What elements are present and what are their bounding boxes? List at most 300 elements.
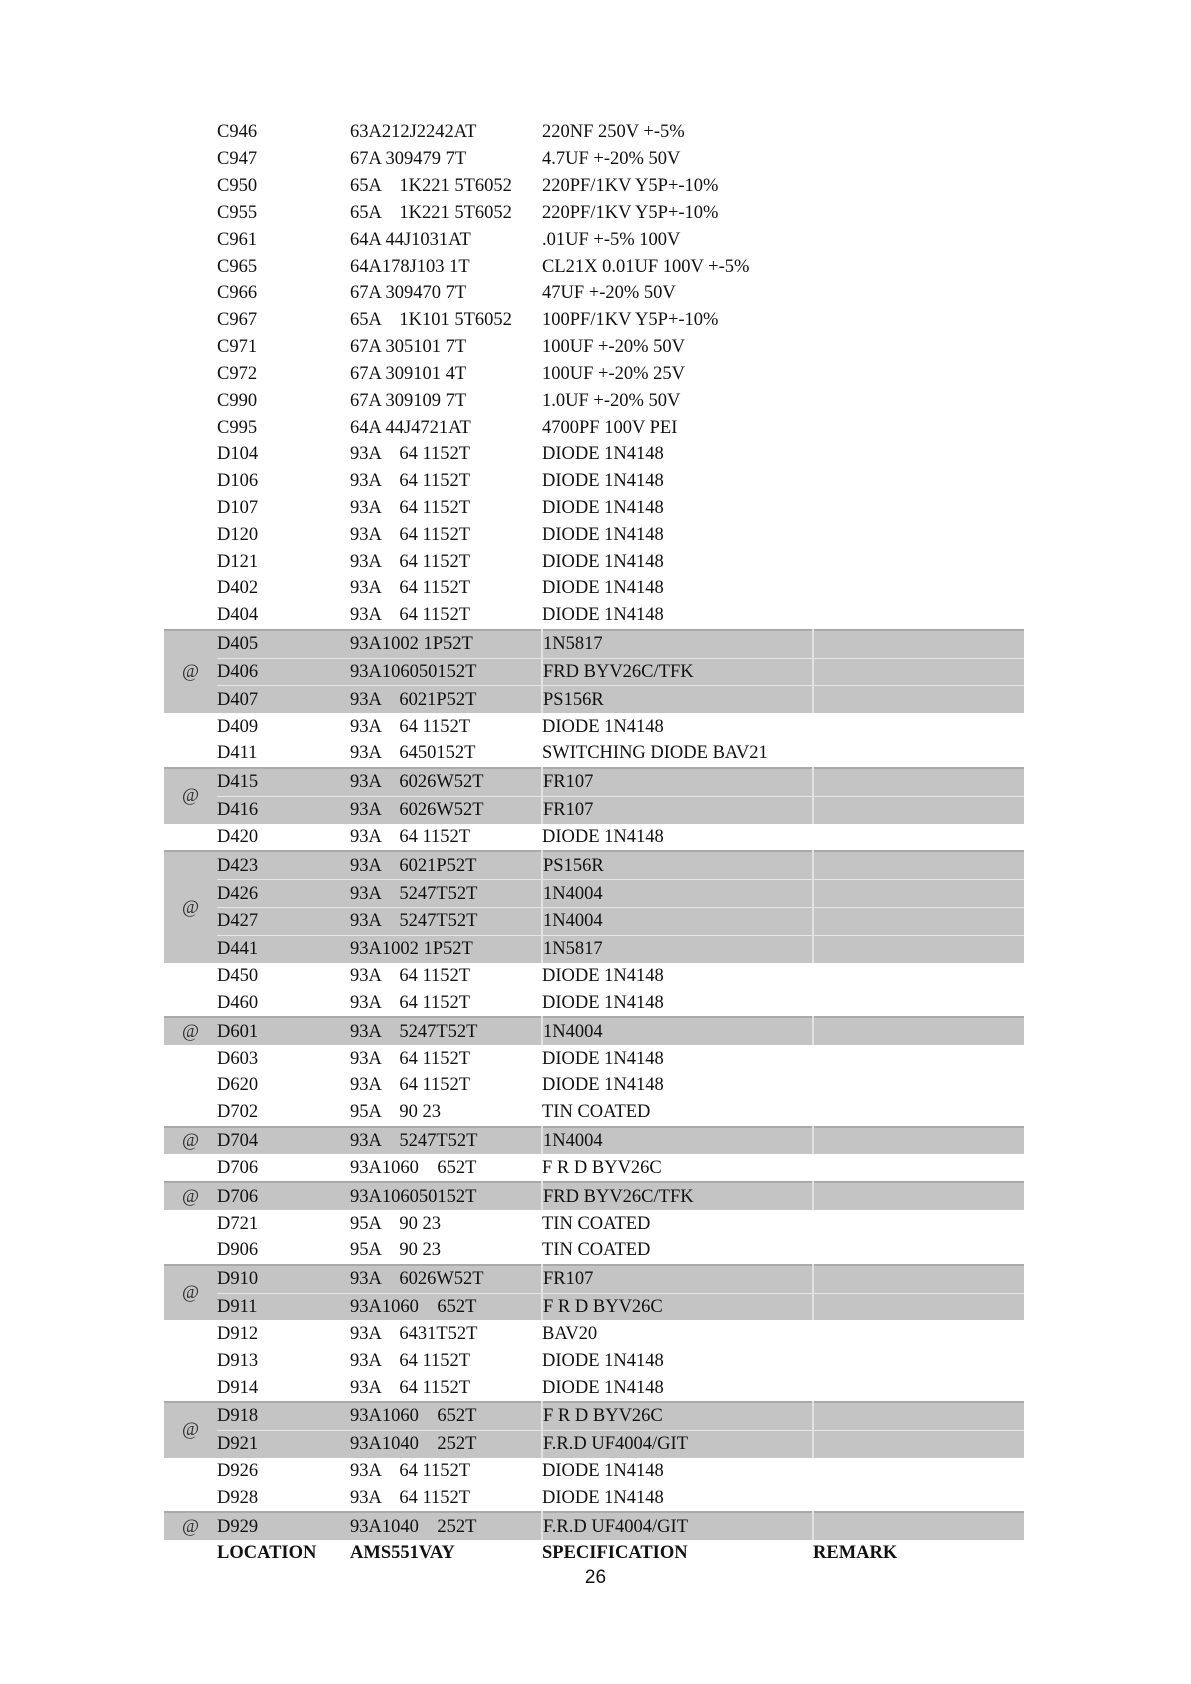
specification-cell: DIODE 1N4148 <box>542 1075 664 1096</box>
ams-part-cell: 93A 64 1152T <box>350 444 471 465</box>
change-mark <box>164 1072 217 1099</box>
ams-part-cell: 93A106050152T <box>350 658 542 686</box>
specification-cell: SWITCHING DIODE BAV21 <box>542 743 768 764</box>
ams-part-cell: 67A 309109 7T <box>350 390 467 411</box>
change-mark <box>164 199 217 226</box>
ams-part-cell: 93A 64 1152T <box>350 498 471 518</box>
remark-cell <box>813 468 1024 495</box>
location-cell: D120 <box>217 524 259 545</box>
ams-part-cell: 93A 6431T52T <box>350 1323 478 1344</box>
table-row <box>164 1017 1024 1045</box>
change-mark: @ <box>164 768 217 824</box>
remark-cell <box>813 1347 1024 1374</box>
specification-cell: DIODE 1N4148 <box>542 1460 664 1481</box>
remark-cell <box>813 548 1024 575</box>
specification-cell: DIODE 1N4148 <box>542 1487 664 1508</box>
remark-cell <box>813 1430 1024 1457</box>
ams-part-cell: 93A 64 1152T <box>350 1075 471 1096</box>
remark-cell <box>813 360 1024 387</box>
specification-cell: DIODE 1N4148 <box>542 826 664 847</box>
table-row <box>164 1099 1024 1127</box>
ams-part-cell: 93A 5247T52T <box>350 1017 542 1045</box>
specification-cell: CL21X 0.01UF 100V +-5% <box>542 256 750 277</box>
remark-cell <box>813 1072 1024 1099</box>
change-mark <box>164 360 217 387</box>
change-mark <box>164 740 217 768</box>
location-cell: D721 <box>217 1213 259 1234</box>
ams-part-cell: 93A 64 1152T <box>350 471 471 492</box>
header-ams: AMS551VAY <box>350 1543 455 1564</box>
page-number: 26 <box>584 1567 607 1588</box>
ams-part-cell: 93A 64 1152T <box>350 551 471 572</box>
specification-cell: FRD BYV26C/TFK <box>542 658 813 686</box>
location-cell: D423 <box>217 851 350 879</box>
location-cell: D928 <box>217 1487 259 1508</box>
table-row <box>164 575 1024 602</box>
ams-part-cell: 63A212J2242AT <box>350 122 477 143</box>
location-cell: C995 <box>217 417 258 438</box>
remark-cell <box>813 851 1024 879</box>
location-cell: D406 <box>217 658 350 686</box>
remark-cell <box>813 1017 1024 1045</box>
remark-cell <box>813 1210 1024 1237</box>
table-row <box>164 1237 1024 1265</box>
change-mark: @ <box>164 630 217 713</box>
location-cell: D416 <box>217 796 350 823</box>
remark-cell <box>813 796 1024 823</box>
specification-cell: 1N4004 <box>542 908 813 936</box>
ams-part-cell: 64A 44J4721AT <box>350 417 471 438</box>
table-row <box>164 1458 1024 1485</box>
remark-cell <box>813 1484 1024 1512</box>
specification-cell: 4.7UF +-20% 50V <box>542 149 681 170</box>
location-cell: D603 <box>217 1048 259 1069</box>
specification-cell: F R D BYV26C <box>542 1293 813 1320</box>
ams-part-cell: 93A 6026W52T <box>350 768 542 796</box>
table-row <box>164 146 1024 173</box>
change-mark <box>164 1154 217 1182</box>
specification-cell: 220NF 250V +-5% <box>542 122 685 143</box>
remark-cell <box>813 1402 1024 1430</box>
table-row <box>164 1347 1024 1374</box>
change-mark <box>164 713 217 740</box>
location-cell: D706 <box>217 1157 259 1178</box>
change-mark <box>164 253 217 280</box>
location-cell: C971 <box>217 337 258 358</box>
remark-cell <box>813 280 1024 307</box>
ams-part-cell: 93A 5247T52T <box>350 1127 542 1155</box>
table-row <box>164 658 1024 686</box>
location-cell: C967 <box>217 310 258 331</box>
ams-part-cell: 93A 64 1152T <box>350 826 471 847</box>
remark-cell <box>813 1458 1024 1485</box>
table-row <box>164 1320 1024 1347</box>
table-row <box>164 1210 1024 1237</box>
specification-cell: PS156R <box>542 851 813 879</box>
table-row <box>164 1402 1024 1430</box>
table-row <box>164 307 1024 334</box>
specification-cell: F R D BYV26C <box>542 1157 662 1178</box>
header-location: LOCATION <box>217 1543 317 1564</box>
remark-cell <box>813 1182 1024 1210</box>
remark-cell <box>813 495 1024 522</box>
remark-cell <box>813 1099 1024 1127</box>
ams-part-cell: 93A 6026W52T <box>350 1265 542 1293</box>
specification-cell: 220PF/1KV Y5P+-10% <box>542 176 719 197</box>
specification-cell: TIN COATED <box>542 1102 651 1123</box>
ams-part-cell: 93A 5247T52T <box>350 880 542 908</box>
ams-part-cell: 93A 64 1152T <box>350 1350 471 1371</box>
ams-part-cell: 93A 64 1152T <box>350 1460 471 1481</box>
change-mark <box>164 119 217 146</box>
remark-cell <box>813 880 1024 908</box>
remark-cell <box>813 199 1024 226</box>
specification-cell: DIODE 1N4148 <box>542 966 664 987</box>
table-row <box>164 548 1024 575</box>
specification-cell: DIODE 1N4148 <box>542 524 664 545</box>
specification-cell: DIODE 1N4148 <box>542 992 664 1013</box>
table-row <box>164 686 1024 713</box>
remark-cell <box>813 1127 1024 1155</box>
remark-cell <box>813 173 1024 200</box>
ams-part-cell: 93A 64 1152T <box>350 716 471 737</box>
specification-cell: FRD BYV26C/TFK <box>542 1182 813 1210</box>
remark-cell <box>813 935 1024 962</box>
location-cell: D415 <box>217 768 350 796</box>
ams-part-cell: 93A 64 1152T <box>350 966 471 987</box>
table-row <box>164 1182 1024 1210</box>
specification-cell: DIODE 1N4148 <box>542 716 664 737</box>
location-cell: D107 <box>217 498 259 518</box>
remark-cell <box>813 387 1024 414</box>
specification-cell: DIODE 1N4148 <box>542 444 664 465</box>
location-cell: D460 <box>217 992 259 1013</box>
specification-cell: DIODE 1N4148 <box>542 578 664 599</box>
change-mark <box>164 495 217 522</box>
location-cell: D409 <box>217 716 259 737</box>
change-mark <box>164 146 217 173</box>
table-row <box>164 468 1024 495</box>
remark-cell <box>813 602 1024 630</box>
specification-cell: F.R.D UF4004/GIT <box>542 1430 813 1457</box>
location-cell: D706 <box>217 1182 350 1210</box>
specification-cell: F.R.D UF4004/GIT <box>542 1512 813 1540</box>
table-row <box>164 1265 1024 1293</box>
remark-cell <box>813 575 1024 602</box>
table-row <box>164 253 1024 280</box>
change-mark <box>164 1045 217 1072</box>
ams-part-cell: 95A 90 23 <box>350 1213 441 1234</box>
table-row <box>164 1430 1024 1457</box>
table-row <box>164 199 1024 226</box>
location-cell: C947 <box>217 149 258 170</box>
change-mark <box>164 575 217 602</box>
header-specification: SPECIFICATION <box>542 1543 688 1564</box>
location-cell: D407 <box>217 686 350 713</box>
remark-cell <box>813 1045 1024 1072</box>
table-row <box>164 495 1024 522</box>
specification-cell: FR107 <box>542 1265 813 1293</box>
ams-part-cell: 93A 6026W52T <box>350 796 542 823</box>
ams-part-cell: 65A 1K221 5T6052 <box>350 176 512 197</box>
table-row <box>164 824 1024 852</box>
ams-part-cell: 65A 1K101 5T6052 <box>350 310 512 331</box>
change-mark <box>164 1374 217 1402</box>
table-row <box>164 768 1024 796</box>
specification-cell: FR107 <box>542 768 813 796</box>
table-row <box>164 360 1024 387</box>
change-mark <box>164 602 217 630</box>
ams-part-cell: 93A1002 1P52T <box>350 935 542 962</box>
specification-cell: 100PF/1KV Y5P+-10% <box>542 310 719 331</box>
column-header-row <box>164 1540 1024 1567</box>
ams-part-cell: 65A 1K221 5T6052 <box>350 202 512 223</box>
specification-cell: 1N4004 <box>542 1017 813 1045</box>
header-mark-cell <box>164 1540 217 1567</box>
change-mark: @ <box>164 1265 217 1321</box>
specification-cell: PS156R <box>542 686 813 713</box>
ams-part-cell: 64A178J103 1T <box>350 256 470 277</box>
location-cell: C972 <box>217 363 258 384</box>
ams-part-cell: 67A 305101 7T <box>350 337 467 358</box>
table-row <box>164 1484 1024 1512</box>
specification-cell: DIODE 1N4148 <box>542 498 664 518</box>
remark-cell <box>813 1265 1024 1293</box>
remark-cell <box>813 441 1024 468</box>
ams-part-cell: 93A 64 1152T <box>350 524 471 545</box>
table-row <box>164 1374 1024 1402</box>
remark-cell <box>813 963 1024 990</box>
table-row <box>164 796 1024 823</box>
table-row <box>164 1293 1024 1320</box>
table-row <box>164 280 1024 307</box>
remark-cell <box>813 1237 1024 1265</box>
ams-part-cell: 93A 64 1152T <box>350 605 471 626</box>
change-mark <box>164 173 217 200</box>
ams-part-cell: 95A 90 23 <box>350 1240 441 1261</box>
remark-cell <box>813 1512 1024 1540</box>
location-cell: D921 <box>217 1430 350 1457</box>
remark-cell <box>813 768 1024 796</box>
change-mark: @ <box>164 1402 217 1458</box>
location-cell: D601 <box>217 1017 350 1045</box>
table-row <box>164 880 1024 908</box>
parts-list-body <box>164 119 1024 1540</box>
change-mark: @ <box>164 1127 217 1155</box>
location-cell: C965 <box>217 256 258 277</box>
change-mark <box>164 414 217 441</box>
table-row <box>164 1512 1024 1540</box>
ams-part-cell: 67A 309101 4T <box>350 363 467 384</box>
change-mark <box>164 280 217 307</box>
location-cell: D906 <box>217 1240 259 1261</box>
table-row <box>164 935 1024 962</box>
specification-cell: DIODE 1N4148 <box>542 471 664 492</box>
ams-part-cell: 93A1060 652T <box>350 1157 477 1178</box>
location-cell: D913 <box>217 1350 259 1371</box>
change-mark <box>164 226 217 253</box>
ams-part-cell: 93A 6450152T <box>350 743 476 764</box>
table-row <box>164 908 1024 936</box>
specification-cell: 100UF +-20% 25V <box>542 363 686 384</box>
ams-part-cell: 93A1060 652T <box>350 1402 542 1430</box>
table-row <box>164 521 1024 548</box>
remark-cell <box>813 1154 1024 1182</box>
location-cell: D912 <box>217 1323 259 1344</box>
specification-cell: 1.0UF +-20% 50V <box>542 390 681 411</box>
table-row <box>164 1072 1024 1099</box>
location-cell: D704 <box>217 1127 350 1155</box>
ams-part-cell: 93A1002 1P52T <box>350 630 542 658</box>
remark-cell <box>813 307 1024 334</box>
location-cell: D404 <box>217 605 259 626</box>
remark-cell <box>813 521 1024 548</box>
table-row <box>164 387 1024 414</box>
ams-part-cell: 64A 44J1031AT <box>350 229 471 250</box>
table-row <box>164 602 1024 630</box>
remark-cell <box>813 824 1024 852</box>
remark-cell <box>813 146 1024 173</box>
table-row <box>164 119 1024 146</box>
specification-cell: 4700PF 100V PEI <box>542 417 678 438</box>
ams-part-cell: 93A1060 652T <box>350 1293 542 1320</box>
specification-cell: DIODE 1N4148 <box>542 551 664 572</box>
location-cell: C950 <box>217 176 258 197</box>
table-row <box>164 740 1024 768</box>
location-cell: D402 <box>217 578 259 599</box>
specification-cell: F R D BYV26C <box>542 1402 813 1430</box>
change-mark <box>164 1237 217 1265</box>
change-mark <box>164 1210 217 1237</box>
ams-part-cell: 93A106050152T <box>350 1182 542 1210</box>
table-row <box>164 1154 1024 1182</box>
specification-cell: 220PF/1KV Y5P+-10% <box>542 202 719 223</box>
ams-part-cell: 93A 64 1152T <box>350 992 471 1013</box>
change-mark <box>164 824 217 852</box>
table-row <box>164 334 1024 361</box>
parts-list-table <box>164 119 1024 1567</box>
remark-cell <box>813 119 1024 146</box>
specification-cell: 1N4004 <box>542 880 813 908</box>
location-cell: D929 <box>217 1512 350 1540</box>
remark-cell <box>813 1293 1024 1320</box>
change-mark <box>164 1484 217 1512</box>
remark-cell <box>813 630 1024 658</box>
specification-cell: 1N4004 <box>542 1127 813 1155</box>
location-cell: D426 <box>217 880 350 908</box>
location-cell: D420 <box>217 826 259 847</box>
location-cell: C946 <box>217 122 258 143</box>
ams-part-cell: 93A 6021P52T <box>350 686 542 713</box>
remark-cell <box>813 990 1024 1018</box>
location-cell: D450 <box>217 966 259 987</box>
change-mark: @ <box>164 1017 217 1045</box>
specification-cell: FR107 <box>542 796 813 823</box>
change-mark <box>164 307 217 334</box>
remark-cell <box>813 226 1024 253</box>
change-mark <box>164 548 217 575</box>
location-cell: D910 <box>217 1265 350 1293</box>
table-row <box>164 226 1024 253</box>
ams-part-cell: 67A 309479 7T <box>350 149 467 170</box>
table-row <box>164 963 1024 990</box>
change-mark <box>164 334 217 361</box>
change-mark <box>164 1099 217 1127</box>
location-cell: D106 <box>217 471 259 492</box>
ams-part-cell: 67A 309470 7T <box>350 283 467 304</box>
remark-cell <box>813 1320 1024 1347</box>
ams-part-cell: 93A1040 252T <box>350 1430 542 1457</box>
location-cell: C961 <box>217 229 258 250</box>
remark-cell <box>813 334 1024 361</box>
location-cell: D926 <box>217 1460 259 1481</box>
location-cell: D405 <box>217 630 350 658</box>
table-row <box>164 990 1024 1018</box>
ams-part-cell: 93A1040 252T <box>350 1512 542 1540</box>
table-row <box>164 851 1024 879</box>
specification-cell: 100UF +-20% 50V <box>542 337 686 358</box>
change-mark <box>164 441 217 468</box>
remark-cell <box>813 414 1024 441</box>
location-cell: D911 <box>217 1293 350 1320</box>
location-cell: C990 <box>217 390 258 411</box>
location-cell: D918 <box>217 1402 350 1430</box>
location-cell: D620 <box>217 1075 259 1096</box>
specification-cell: 1N5817 <box>542 935 813 962</box>
location-cell: D411 <box>217 743 258 764</box>
location-cell: D441 <box>217 935 350 962</box>
change-mark <box>164 963 217 990</box>
change-mark <box>164 1458 217 1485</box>
location-cell: D121 <box>217 551 259 572</box>
table-row <box>164 1127 1024 1155</box>
ams-part-cell: 95A 90 23 <box>350 1102 441 1123</box>
change-mark <box>164 387 217 414</box>
table-row <box>164 173 1024 200</box>
change-mark: @ <box>164 1182 217 1210</box>
specification-cell: DIODE 1N4148 <box>542 605 664 626</box>
location-cell: D104 <box>217 444 259 465</box>
table-row <box>164 1045 1024 1072</box>
ams-part-cell: 93A 64 1152T <box>350 1048 471 1069</box>
header-remark: REMARK <box>813 1543 898 1564</box>
table-row <box>164 630 1024 658</box>
remark-cell <box>813 686 1024 713</box>
remark-cell <box>813 740 1024 768</box>
table-row <box>164 414 1024 441</box>
specification-cell: .01UF +-5% 100V <box>542 229 681 250</box>
specification-cell: DIODE 1N4148 <box>542 1048 664 1069</box>
specification-cell: TIN COATED <box>542 1213 651 1234</box>
change-mark <box>164 468 217 495</box>
remark-cell <box>813 658 1024 686</box>
table-row <box>164 713 1024 740</box>
location-cell: D427 <box>217 908 350 936</box>
change-mark: @ <box>164 851 217 962</box>
specification-cell: 47UF +-20% 50V <box>542 283 676 304</box>
change-mark <box>164 1320 217 1347</box>
ams-part-cell: 93A 64 1152T <box>350 1487 471 1508</box>
location-cell: D702 <box>217 1102 259 1123</box>
specification-cell: DIODE 1N4148 <box>542 1377 664 1398</box>
remark-cell <box>813 253 1024 280</box>
ams-part-cell: 93A 64 1152T <box>350 1377 471 1398</box>
location-cell: D914 <box>217 1377 259 1398</box>
change-mark <box>164 521 217 548</box>
remark-cell <box>813 1374 1024 1402</box>
specification-cell: BAV20 <box>542 1323 598 1344</box>
change-mark <box>164 1347 217 1374</box>
